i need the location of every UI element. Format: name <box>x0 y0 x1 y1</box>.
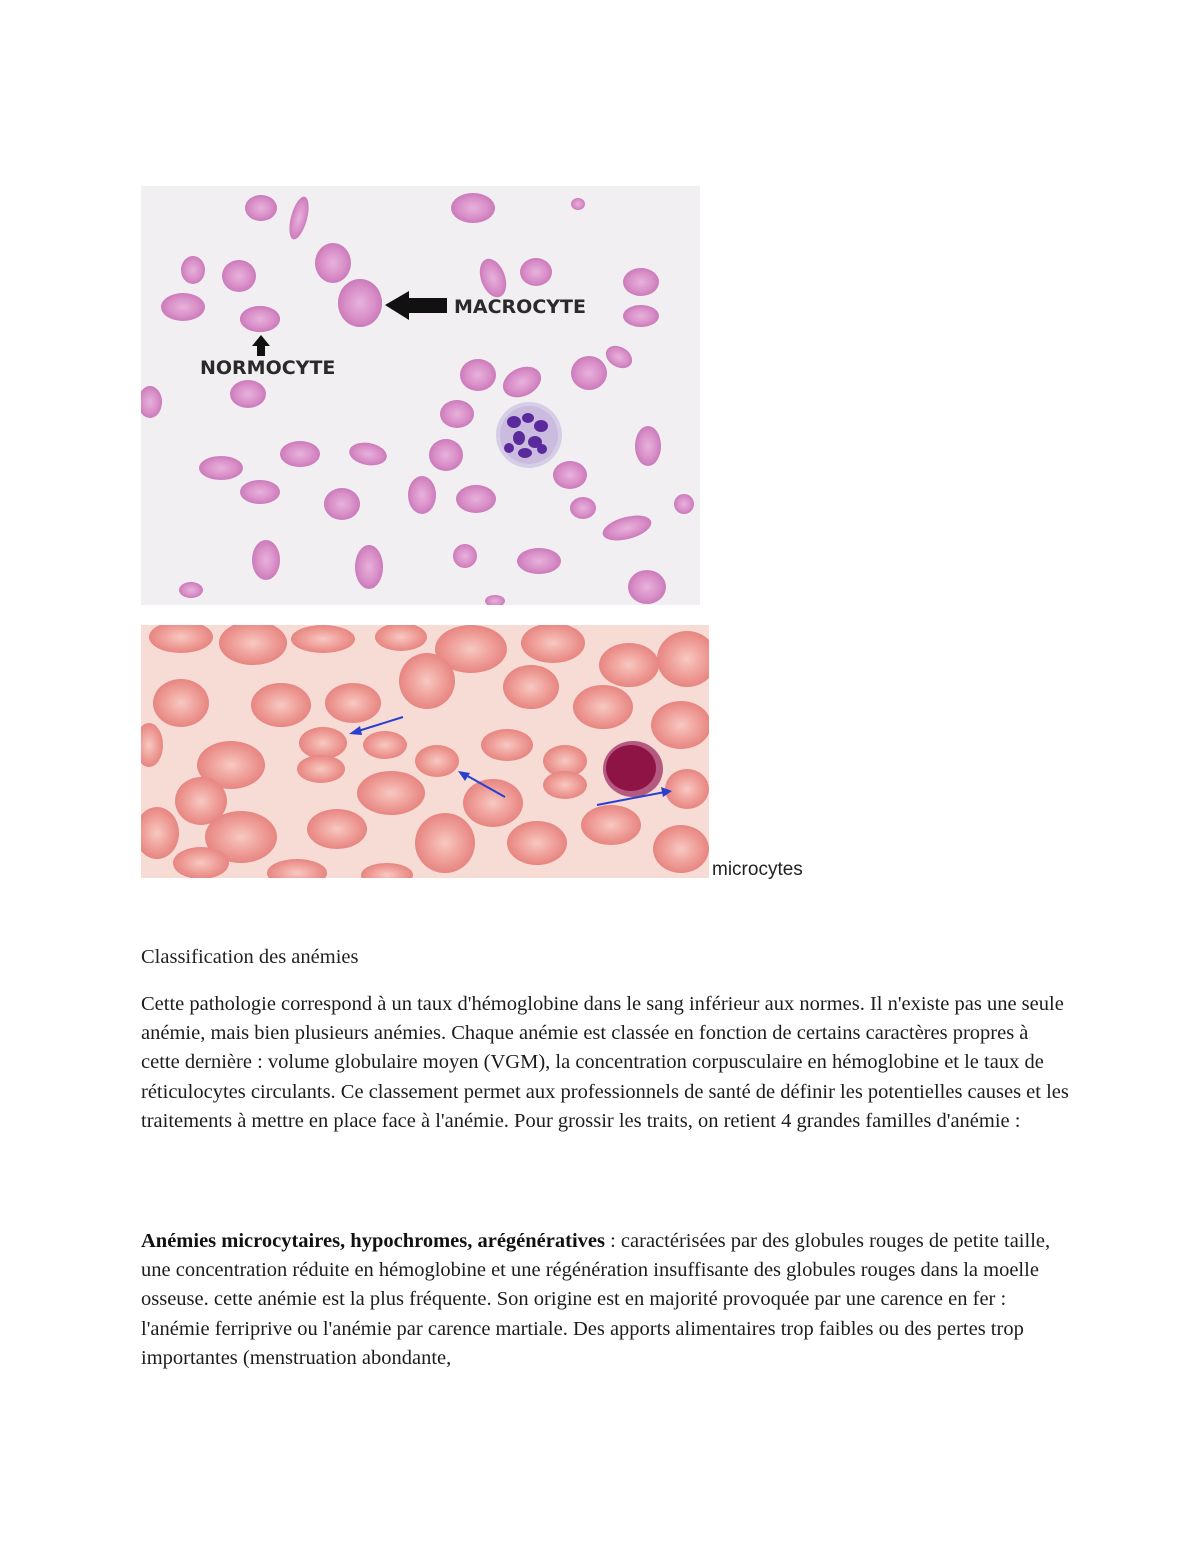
microcytes-caption: microcytes <box>712 859 803 880</box>
blood-smear-microcyte-image <box>141 625 709 878</box>
blood-smear-macrocyte-image <box>141 186 700 605</box>
microcytaires-text: : caractérisées par des globules rouges de petite taille, une concentration réduite en hémoglobine et une régénération insuffisante des globules rouges dans la moelle osseuse. cette anémie est la plus fréquente. Son origine est en majorité provoquée par une carence en fer : l'anémie ferriprive ou l'anémie par carence martiale. Des apports alimentaires trop faibles ou des pertes trop importantes (menstruation abondante, <box>141 1230 1051 1369</box>
neutrophil-cell <box>496 402 562 468</box>
intro-paragraph: Cette pathologie correspond à un taux d'hémoglobine dans le sang inférieur aux normes. Il n'existe pas une seule anémie, mais bien plusieurs anémies. Chaque anémie est classée en fonction de certains caractères propres à cette dernière : volume globulaire moyen (VGM), la concentration corpusculaire en hémoglobine et le taux de réticulocytes circulants. Ce classement permet aux professionnels de santé de définir les potentielles causes et les traitements à mettre en place face à l'anémie. Pour grossir les traits, on retient 4 grandes familles d'anémie : <box>141 993 1069 1132</box>
microcytaires-paragraph <box>141 1227 1071 1373</box>
blood-smear-microcyte-drawing <box>141 625 709 878</box>
blood-smear-macrocyte-drawing <box>141 186 700 605</box>
microcytaires-title: Anémies microcytaires, hypochromes, arégénératives <box>141 1230 605 1252</box>
lymphocyte-cell <box>603 741 663 797</box>
macrocyte-cell <box>338 279 382 327</box>
macrocyte-label: MACROCYTE <box>454 296 586 318</box>
normocyte-cell <box>240 306 280 332</box>
section-heading: Classification des anémies <box>141 946 359 968</box>
normocyte-label: NORMOCYTE <box>200 357 336 379</box>
